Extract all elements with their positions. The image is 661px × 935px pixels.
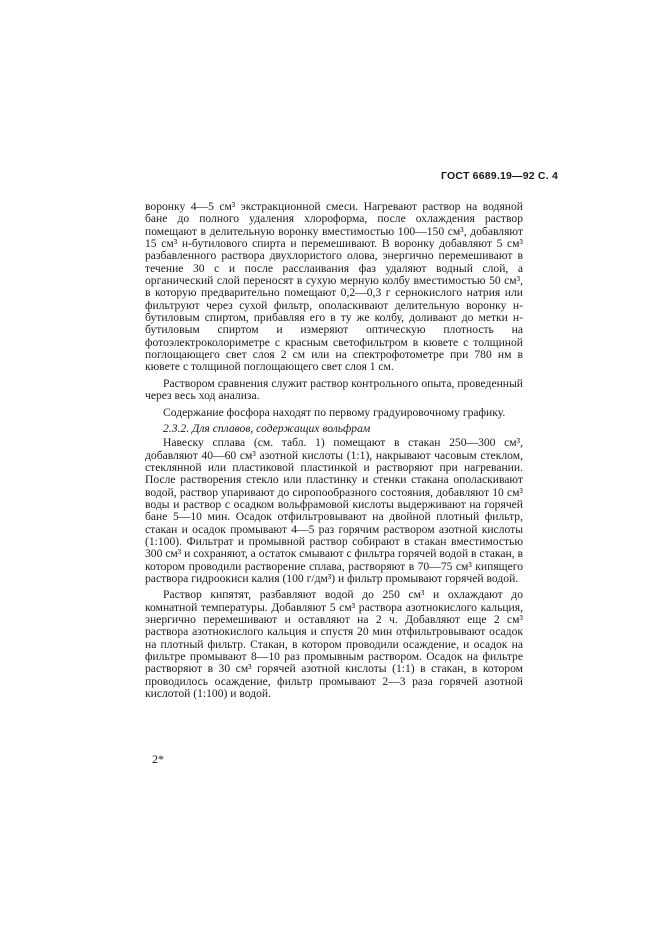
section-heading-tungsten-alloys: 2.3.2. Для сплавов, содержащих вольфрам	[163, 421, 371, 435]
document-body	[145, 201, 523, 704]
paragraph-sample-dissolution: Навеску сплава (см. табл. 1) помещают в стакан 250—300 см³, добавляют 40—60 см³ азотной кислоты (1:1), накрывают часовым стеклом, стеклянной или пластиковой пластинкой и растворяют при нагревании. После растворения стекло или пластинку и стенки стакана ополаскивают водой, раствор упаривают до сиропообразного состояния, добавляют 10 см³ воды и раствор с осадком вольфрамовой кислоты выдерживают на горячей бане 5—10 мин. Осадок отфильтровывают на двойной плотный фильтр, стакан и осадок промывают 4—5 раз горячим раствором азотной кислоты (1:100). Фильтрат и промывной раствор собирают в стакан вместимостью 300 см³ и сохраняют, а остаток смывают с фильтра горячей водой в стакан, в котором проводили растворение сплава, растворяют в 70—75 см³ кипящего раствора гидроокиси калия (100 г/дм³) и фильтр промывают горячей водой.	[145, 436, 523, 585]
sheet-signature-mark: 2*	[152, 752, 164, 766]
paragraph-extraction-procedure: воронку 4—5 см³ экстракционной смеси. Нагревают раствор на водяной бане до полного удаления хлороформа, после охлаждения раствор помещают в делительную воронку вместимостью 100—150 см³, добавляют 15 см³ н-бутилового спирта и перемешивают. В воронку добавляют 5 см³ разбавленного раствора двухлористого олова, энергично перемешивают в течение 30 с и после расслаивания фаз удаляют водный слой, а органический слой переносят в сухую мерную колбу вместимостью 50 см³, в которую предварительно помещают 0,2—0,3 г сернокислого натрия или фильтруют через сухой фильтр, ополаскивают делительную воронку н-бутиловым спиртом, прибавляя его в ту же колбу, доливают до метки н-бутиловым спиртом и измеряют оптическую плотность на фотоэлектроколориметре с красным светофильтром в кювете с толщиной поглощающего свет слоя 2 см или на спектрофотометре при 780 нм в кювете с толщиной поглощающего свет слоя 1 см.	[145, 200, 523, 374]
paragraph-phosphorus-content: Содержание фосфора находят по первому градуировочному графику.	[163, 405, 506, 419]
page-header: ГОСТ 6689.19—92 С. 4	[441, 170, 558, 182]
paragraph-boiling-precipitation: Раствор кипятят, разбавляют водой до 250 см³ и охлаждают до комнатной температуры. Добавляют 5 см³ раствора азотнокислого кальция, энергично перемешивают и оставляют на 2 ч. Добавляют еще 2 см³ раствора азотнокислого кальция и спустя 20 мин отфильтровывают осадок на плотный фильтр. Стакан, в котором проводили осаждение, и осадок на фильтре промывают 8—10 раз промывным раствором. Осадок на фильтре растворяют в 30 см³ горячей азотной кислоты (1:1) в стакан, в котором проводилось осаждение, фильтр промывают 2—3 раза горячей азотной кислотой (1:100) и водой.	[145, 588, 523, 701]
paragraph-reference-solution: Раствором сравнения служит раствор контрольного опыта, проведенный через весь ход анализа.	[145, 376, 523, 403]
